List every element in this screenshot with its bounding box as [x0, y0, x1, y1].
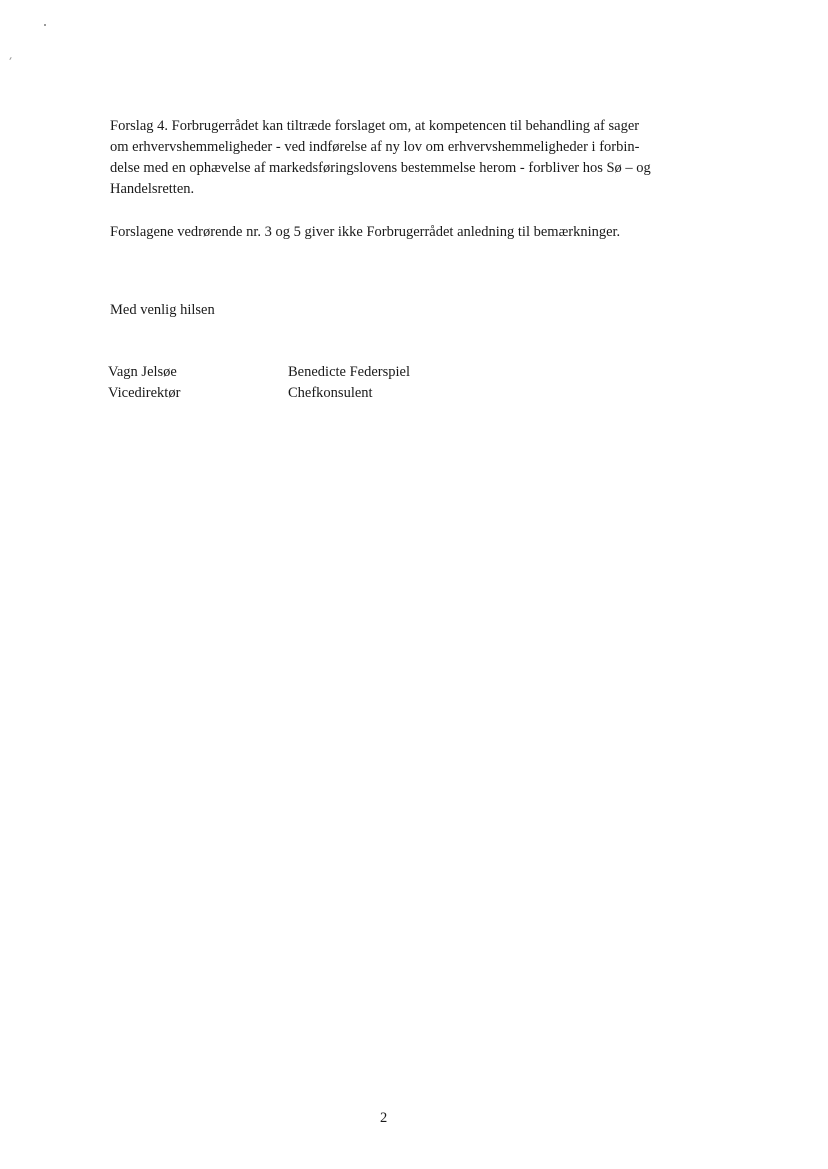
signatory-name: Benedicte Federspiel — [288, 364, 410, 380]
signatory-title: Vicedirektør — [108, 385, 181, 401]
signatory-name: Vagn Jelsøe — [108, 364, 177, 380]
paragraph-line: Handelsretten. — [110, 181, 195, 197]
scan-speck — [44, 24, 46, 26]
paragraph-proposal-4 — [110, 116, 710, 200]
scan-speck — [9, 57, 11, 60]
signatory-1 — [108, 362, 180, 404]
closing-text: Med venlig hilsen — [110, 302, 215, 318]
paragraph-line: Forslagene vedrørende nr. 3 og 5 giver ikke Forbrugerrådet anledning til bemærkninger. — [110, 224, 621, 240]
paragraph-line: Forslag 4. Forbrugerrådet kan tiltræde forslaget om, at kompetencen til behandling af sager — [110, 118, 640, 134]
paragraph-line: om erhvervshemmeligheder - ved indførelse af ny lov om erhvervshemmeligheder i forbin- — [110, 139, 640, 155]
signatory-2 — [288, 362, 410, 404]
paragraph-line: delse med en ophævelse af markedsføringslovens bestemmelse herom - forbliver hos Sø – og — [110, 160, 651, 176]
closing-greeting — [110, 300, 710, 321]
paragraph-proposals-3-and-5 — [110, 222, 710, 243]
signatory-title: Chefkonsulent — [288, 385, 373, 401]
page-number: 2 — [380, 1110, 388, 1126]
